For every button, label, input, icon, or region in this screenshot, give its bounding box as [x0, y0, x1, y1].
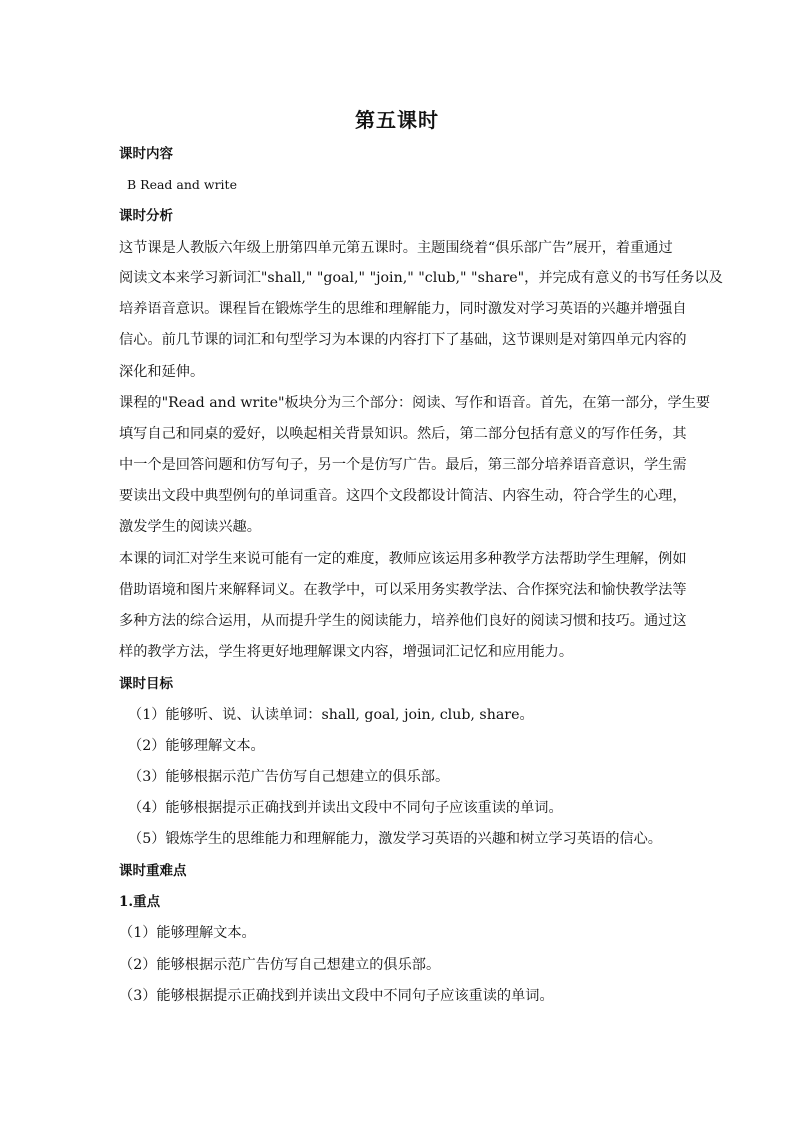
- analysis-line: 课程的"Read and write"板块分为三个部分：阅读、写作和语音。首先，在第一部分，学生要: [119, 395, 711, 411]
- goal-item: （2）能够理解文本。: [128, 738, 265, 754]
- content-text: B Read and write: [127, 177, 237, 192]
- goals-heading: 课时目标: [119, 676, 173, 692]
- goal-item: （3）能够根据示范广告仿写自己想建立的俱乐部。: [128, 769, 450, 785]
- analysis-line: 深化和延伸。: [119, 364, 205, 380]
- analysis-line: 要读出文段中典型例句的单词重音。这四个文段都设计简洁、内容生动，符合学生的心理，: [119, 488, 687, 504]
- key-heading: 课时重难点: [119, 863, 187, 879]
- analysis-heading: 课时分析: [119, 208, 173, 224]
- analysis-line: 样的教学方法，学生将更好地理解课文内容，增强词汇记忆和应用能力。: [119, 644, 574, 660]
- analysis-line: 本课的词汇对学生来说可能有一定的难度，教师应该运用多种教学方法帮助学生理解，例如: [119, 551, 687, 567]
- analysis-line: 阅读文本来学习新词汇"shall," "goal," "join," "club," "share"，并完成有意义的书写任务以及: [119, 270, 723, 286]
- goal-item: （4）能够根据提示正确找到并读出文段中不同句子应该重读的单词。: [128, 800, 563, 816]
- goal-item: （1）能够听、说、认读单词：shall, goal, join, club, share。: [128, 707, 534, 723]
- analysis-line: 信心。前几节课的词汇和句型学习为本课的内容打下了基础，这节课则是对第四单元内容的: [119, 332, 687, 348]
- analysis-line: 中一个是回答问题和仿写句子，另一个是仿写广告。最后，第三部分培养语音意识，学生需: [119, 457, 687, 473]
- key-point: （2）能够根据示范广告仿写自己想建立的俱乐部。: [119, 957, 441, 973]
- analysis-line: 借助语境和图片来解释词义。在教学中，可以采用务实教学法、合作探究法和愉快教学法等: [119, 582, 687, 598]
- analysis-line: 多种方法的综合运用，从而提升学生的阅读能力，培养他们良好的阅读习惯和技巧。通过这: [119, 613, 687, 629]
- key-point: （1）能够理解文本。: [119, 925, 256, 941]
- analysis-line: 激发学生的阅读兴趣。: [119, 519, 261, 535]
- analysis-line: 填写自己和同桌的爱好，以唤起相关背景知识。然后，第二部分包括有意义的写作任务，其: [119, 426, 687, 442]
- content-heading: 课时内容: [119, 146, 173, 162]
- analysis-line: 这节课是人教版六年级上册第四单元第五课时。主题围绕着“俱乐部广告”展开，着重通过: [119, 240, 673, 256]
- goal-item: （5）锻炼学生的思维能力和理解能力，激发学习英语的兴趣和树立学习英语的信心。: [128, 831, 662, 847]
- analysis-line: 培养语音意识。课程旨在锻炼学生的思维和理解能力，同时激发对学习英语的兴趣并增强自: [119, 301, 687, 317]
- page-title: 第五课时: [355, 108, 439, 132]
- key-subheading: 1.重点: [119, 894, 161, 910]
- key-point: （3）能够根据提示正确找到并读出文段中不同句子应该重读的单词。: [119, 988, 554, 1004]
